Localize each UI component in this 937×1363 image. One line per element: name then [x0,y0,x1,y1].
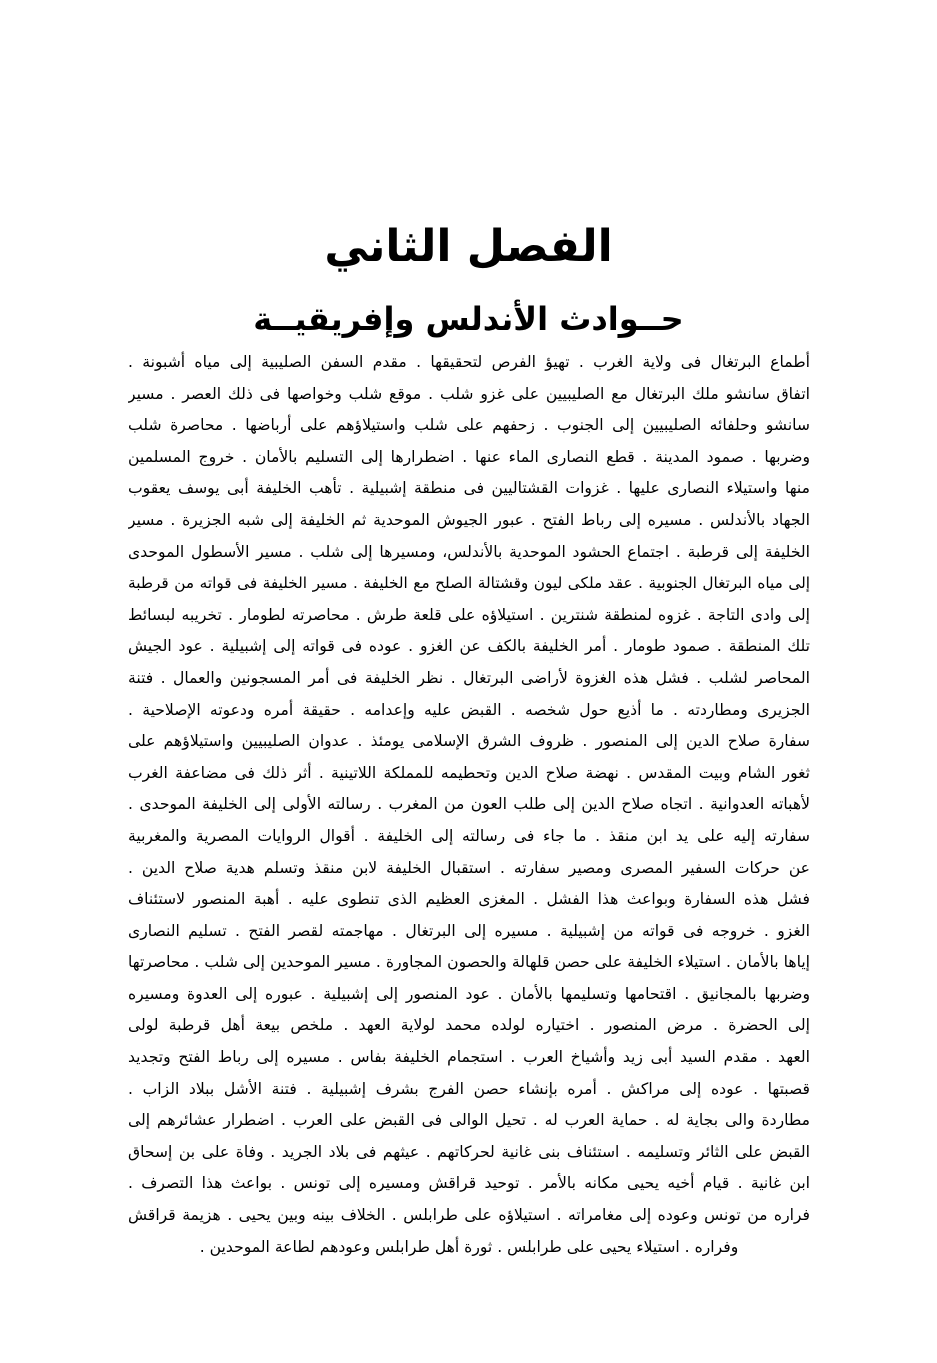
summary-line: الجزيرى ومطاردته . ما أذيع حول شخصه . القبض عليه وإعدامه . حقيقة أمره ودعوته الإصلاحية . [128,700,810,719]
summary-line: لأهباته العدوانية . اتجاه صلاح الدين إلى طلب العون من المغرب . رسالته الأولى إلى الخليفة الموحدى . [128,795,810,814]
summary-line: إلى مياه البرتغال الجنوبية . عقد ملكى ليون وقشتالة الصلح مع الخليفة . مسير الخليفة فى قواته من قرطبة [128,574,810,593]
summary-line: المحاصر لشلب . فشل هذه الغزوة لأراضى البرتغال . نظر الخليفة فى أمر المسجونين والعمال . فتنة [128,668,810,687]
summary-line: عن حركات السفير المصرى ومصير سفارته . استقبال الخليفة لابن منقذ وتسلم هدية صلاح الدين . [128,858,810,877]
summary-line: ثغور الشام وبيت المقدس . نهضة صلاح الدين وتحطيمه للمملكة اللاتينية . أثر ذلك فى مضاعفة الغرب [128,763,810,782]
summary-line: فشل هذه السفارة وبواعث هذا الفشل . المغزى العظيم الذى تنطوى عليه . أهبة المنصور لاستئناف [128,890,810,909]
summary-line: أطماع البرتغال فى ولاية الغرب . تهيؤ الفرص لتحقيقها . مقدم السفن الصليبية إلى مياه أشبونة . [128,353,810,371]
summary-line: سفارة صلاح الدين إلى المنصور . ظروف الشرق الإسلامى يومئذ . عدوان الصليبيين واستيلاؤهم على [128,732,810,751]
summary-line: ابن غانية . قيام أخيه يحيى مكانه بالأمر . توحيد قراقش ومسيره إلى تونس . بواعث هذا التصرف . [128,1174,810,1193]
summary-line: إياها بالأمان . استيلاء الخليفة على حصن قلهالة والحصون المجاورة . مسير الموحدين إلى شلب . محاصرتها [128,953,810,972]
summary-line: إلى وادى التاجة . غزوه لمنطقة شنترين . استيلاؤه على قلعة طرش . محاصرته لطومار . تخريبه لبسائط [128,605,810,624]
chapter-summary [128,347,810,1263]
summary-line: الغزو . خروجه فى قواته من إشبيلية . مسيره إلى البرتغال . مهاجمته لقصر الفتح . تسليم النصارى [128,921,810,940]
summary-line: مطاردة والى بجاية له . حماية العرب له . تحيل الوالى فى القبض على العرب . اضطرار عشائرهم إلى [128,1111,810,1130]
summary-line: قصبتها . عوده إلى مراكش . أمره بإنشاء حصن الفرج بشرف إشبيلية . فتنة الأشل ببلاد الزاب . [128,1079,810,1098]
chapter-subtitle: حــوادث الأندلس وإفريقيــة [253,299,684,338]
summary-line: الخليفة إلى قرطبة . اجتماع الحشود الموحدية بالأندلس، ومسيرها إلى شلب . مسير الأسطول الموحدى [128,542,810,561]
summary-line: سفارته إليه على يد ابن منقذ . ما جاء فى رسالته إلى الخليفة . أقوال الروايات المصرية والمغربية [128,826,810,845]
summary-line: العهد . مقدم السيد أبى زيد وأشياخ العرب . استجمام الخليفة بفاس . مسيره إلى رباط الفتح وتجديد [128,1048,810,1067]
summary-line: إلى الحضرة . مرض المنصور . اختياره لولده محمد لولاية العهد . ملخص بيعة أهل قرطبة لولى [128,1016,810,1035]
summary-line: وفراره . استيلاء يحيى على طرابلس . ثورة أهل طرابلس وعودهم لطاعة الموحدين . [199,1237,739,1256]
chapter-title: الفصل الثاني [324,221,613,273]
summary-line: منها واستيلاء النصارى عليها . غزوات القشتاليين فى منطقة إشبيلية . تأهب الخليفة أبى يوسف يعقوب [128,479,810,498]
summary-line: الجهاد بالأندلس . مسيره إلى رباط الفتح . عبور الجيوش الموحدية ثم الخليفة إلى شبه الجزيرة . مسير [128,510,810,529]
summary-line: سانشو وحلفائه الصليبيين إلى الجنوب . زحفهم على شلب واستيلاؤهم على أرباضها . محاصرة شلب [128,416,810,435]
summary-line: وضربها . صمود المدينة . قطع النصارى الماء عنها . اضطرارها إلى التسليم بالأمان . خروج المسلمين [128,447,810,466]
summary-line: القبض على الثائر وتسليمه . استئناف بنى غانية لحركاتهم . عيثهم فى بلاد الجريد . وفاة على بن إسحاق [128,1142,810,1161]
summary-line: فراره من تونس وعوده إلى مغامراته . استيلاؤه على طرابلس . الخلاف بينه وبين يحيى . هزيمة قراقش [128,1206,810,1225]
summary-line: اتفاق سانشو ملك البرتغال مع الصليبيين على غزو شلب . موقع شلب وخواصها فى ذلك العصر . مسير [128,384,810,403]
summary-line: تلك المنطقة . صمود طومار . أمر الخليفة بالكف عن الغزو . عوده فى قواته إلى إشبيلية . عود الجيش [128,637,810,656]
summary-line: وضربها بالمجانيق . اقتحامها وتسليمها بالأمان . عود المنصور إلى إشبيلية . عبوره إلى العدوة ومسيره [128,984,810,1003]
